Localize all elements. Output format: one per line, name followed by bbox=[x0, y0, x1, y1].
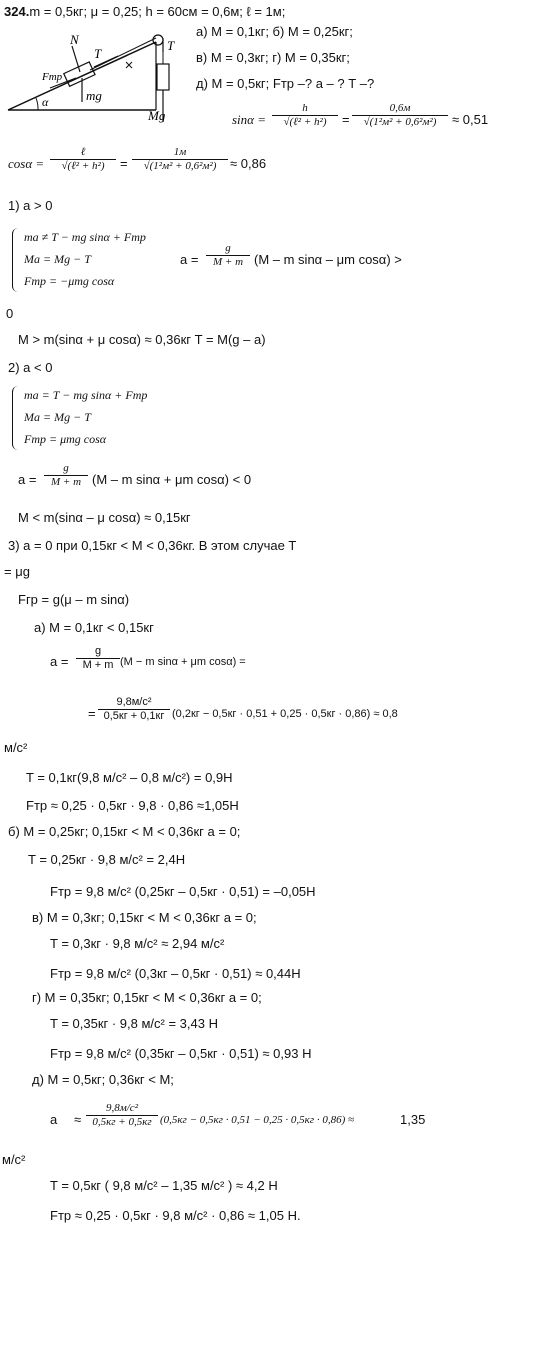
part1-a-den: M + m bbox=[212, 256, 244, 268]
case-a-a-den: M + m bbox=[82, 659, 114, 671]
label-Ftr: Fтр bbox=[42, 71, 63, 83]
sin-frac-1-num: h bbox=[272, 102, 338, 116]
hanging-block bbox=[157, 64, 169, 90]
part1-a-num: g bbox=[206, 242, 250, 256]
case-b-title: б) M = 0,25кг; 0,15кг < M < 0,36кг a = 0; bbox=[8, 824, 241, 839]
case-a-unit: м/с² bbox=[4, 740, 28, 755]
sin-frac-1-den: √(ℓ² + h²) bbox=[283, 116, 327, 128]
case-d-title: д) M = 0,5кг; 0,36кг < M; bbox=[32, 1072, 174, 1087]
case-d-calc-frac bbox=[86, 1102, 158, 1129]
case-a-F: Fтр ≈ 0,25 · 0,5кг · 9,8 · 0,86 ≈1,05Н bbox=[26, 798, 239, 813]
part1-zero: 0 bbox=[6, 306, 14, 321]
part3-ftr: Fгр = g(μ – m sinα) bbox=[18, 592, 130, 607]
part3-t-continuation: = μg bbox=[4, 564, 30, 579]
case-d-a-lhs: a bbox=[50, 1112, 58, 1127]
cos-frac-2-den: √(1²м² + 0,6²м²) bbox=[143, 160, 217, 172]
case-a-T: T = 0,1кг(9,8 м/с² – 0,8 м/с²) = 0,9Н bbox=[26, 770, 233, 785]
case-g-title: г) M = 0,35кг; 0,15кг < M < 0,36кг a = 0; bbox=[32, 990, 262, 1005]
label-mg: mg bbox=[86, 88, 102, 103]
sin-frac-1 bbox=[272, 102, 338, 129]
cases-line-1: а) М = 0,1кг; б) М = 0,25кг; bbox=[196, 24, 353, 39]
label-Mg: Mg bbox=[148, 108, 166, 123]
sin-result: ≈ 0,51 bbox=[452, 112, 489, 127]
cos-eq: = bbox=[120, 156, 128, 171]
case-a-a-num: g bbox=[76, 645, 120, 659]
cos-frac-2 bbox=[132, 146, 228, 173]
pulley bbox=[153, 35, 163, 45]
cos-frac-1-num: ℓ bbox=[50, 146, 116, 160]
case-a-eq2: = bbox=[88, 706, 96, 721]
case-a-calc-num: 9,8м/с² bbox=[98, 696, 170, 710]
case-b-F: Fтр = 9,8 м/с² (0,25кг – 0,5кг · 0,51) = –0,05Н bbox=[50, 884, 316, 899]
label-T-incline: T bbox=[94, 46, 102, 61]
sin-eq: = bbox=[342, 112, 350, 127]
label-N: N bbox=[70, 32, 79, 47]
incline-diagram bbox=[6, 22, 186, 132]
part2-eq-1: ma = T − mg sinα + Fтр bbox=[24, 388, 148, 402]
cos-result: ≈ 0,86 bbox=[230, 156, 267, 171]
part1-brace bbox=[12, 228, 19, 292]
case-b-T: T = 0,25кг · 9,8 м/с² = 2,4Н bbox=[28, 852, 186, 867]
part2-a-num: g bbox=[44, 462, 88, 476]
case-d-value: 1,35 bbox=[400, 1112, 426, 1127]
sin-frac-2-num: 0,6м bbox=[352, 102, 448, 116]
case-a-calc-den: 0,5кг + 0,1кг bbox=[103, 710, 165, 722]
cos-frac-1-den: √(ℓ² + h²) bbox=[61, 160, 105, 172]
case-d-calc-rhs: (0,5кг − 0,5кг · 0,51 − 0,25 · 0,5кг · 0,86) ≈ bbox=[160, 1114, 355, 1126]
case-a-title: а) M = 0,1кг < 0,15кг bbox=[34, 620, 154, 635]
part1-a-rhs: (M – m sinα – μm cosα) > bbox=[254, 252, 402, 267]
case-d-unit: м/с² bbox=[2, 1152, 26, 1167]
case-v-T: T = 0,3кг · 9,8 м/с² ≈ 2,94 м/с² bbox=[50, 936, 225, 951]
cos-frac-1 bbox=[50, 146, 116, 173]
cos-frac-2-num: 1м bbox=[132, 146, 228, 160]
sin-lhs: sinα = bbox=[232, 112, 267, 127]
angle-arc bbox=[36, 98, 38, 110]
case-a-calc-rhs: (0,2кг − 0,5кг · 0,51 + 0,25 · 0,5кг · 0,86) ≈ 0,8 bbox=[172, 708, 398, 720]
sin-frac-2 bbox=[352, 102, 448, 129]
cases-line-2: в) М = 0,3кг; г) М = 0,35кг; bbox=[196, 50, 350, 65]
label-alpha: α bbox=[42, 95, 49, 109]
case-a-a-lhs: a = bbox=[50, 654, 69, 669]
part2-a-den: M + m bbox=[50, 476, 82, 488]
case-d-T: T = 0,5кг ( 9,8 м/с² – 1,35 м/с² ) ≈ 4,2 Н bbox=[50, 1178, 278, 1193]
part2-eq-3: Fтр = μmg cosα bbox=[24, 432, 107, 446]
case-a-a-frac bbox=[76, 645, 120, 672]
case-a-a-rhs: (M − m sinα + μm cosα) = bbox=[120, 656, 246, 668]
part1-eq-1: ma ≠ T − mg sinα + Fтр bbox=[24, 230, 146, 244]
case-g-T: T = 0,35кг · 9,8 м/с² = 3,43 Н bbox=[50, 1016, 218, 1031]
part2-a-lhs: a = bbox=[18, 472, 37, 487]
part2-heading: 2) a < 0 bbox=[8, 360, 53, 375]
cos-lhs: cosα = bbox=[8, 156, 45, 171]
part2-a-frac bbox=[44, 462, 88, 489]
problem-number: 324. bbox=[4, 4, 30, 19]
case-d-calc-num: 9,8м/с² bbox=[86, 1102, 158, 1116]
sin-frac-2-den: √(1²м² + 0,6²м²) bbox=[363, 116, 437, 128]
part1-eq-3: Fтр = −μmg cosα bbox=[24, 274, 115, 288]
problem-header bbox=[4, 4, 285, 20]
part2-a-rhs: (M – m sinα + μm cosα) < 0 bbox=[92, 472, 252, 487]
cases-line-3: д) М = 0,5кг; Fтр –? а – ? Т –? bbox=[196, 76, 375, 91]
case-a-calc-frac bbox=[98, 696, 170, 723]
part1-a-frac bbox=[206, 242, 250, 269]
block-on-incline bbox=[64, 62, 95, 86]
part1-a-lhs: a = bbox=[180, 252, 199, 267]
part1-heading: 1) a > 0 bbox=[8, 198, 53, 213]
part2-brace bbox=[12, 386, 19, 450]
case-d-F: Fтр ≈ 0,25 · 0,5кг · 9,8 м/с² · 0,86 ≈ 1,05 Н. bbox=[50, 1208, 301, 1223]
case-d-approx: ≈ bbox=[74, 1112, 82, 1127]
problem-given: m = 0,5кг; μ = 0,25; h = 60см = 0,6м; ℓ = 1м; bbox=[29, 4, 286, 19]
case-g-F: Fтр = 9,8 м/с² (0,35кг – 0,5кг · 0,51) ≈ 0,93 Н bbox=[50, 1046, 312, 1061]
part2-condition: M < m(sinα – μ cosα) ≈ 0,15кг bbox=[18, 510, 191, 525]
case-v-title: в) M = 0,3кг; 0,15кг < M < 0,36кг a = 0; bbox=[32, 910, 257, 925]
part1-condition: M > m(sinα + μ cosα) ≈ 0,36кг T = M(g – a) bbox=[18, 332, 266, 347]
part1-eq-2: Ma = Mg − T bbox=[24, 252, 91, 266]
part3-heading: 3) a = 0 при 0,15кг < M < 0,36кг. В этом случае T bbox=[8, 538, 297, 553]
label-T-hanging: T bbox=[167, 38, 175, 53]
part2-eq-2: Ma = Mg − T bbox=[24, 410, 91, 424]
case-d-calc-den: 0,5кг + 0,5кг bbox=[92, 1116, 152, 1128]
case-v-F: Fтр = 9,8 м/с² (0,3кг – 0,5кг · 0,51) ≈ 0,44Н bbox=[50, 966, 301, 981]
